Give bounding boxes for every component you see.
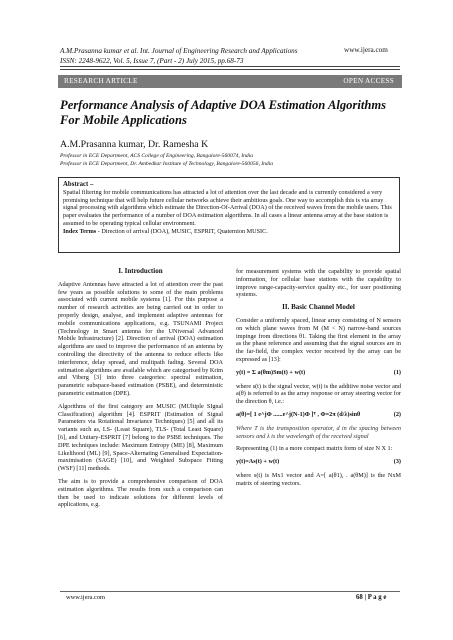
index-terms-label: Index Terms <box>63 227 97 235</box>
channel-paragraph-5: where s(t) is Mx1 vector and A=[ a(θ1), . a(θM)] is the NxM matrix of steering vectors. <box>236 471 401 487</box>
paper-title: Performance Analysis of Adaptive DOA Estimation Algorithms For Mobile Applications <box>60 98 387 127</box>
equation-3-body: y(t)=As(t) + w(t) <box>236 458 280 466</box>
equation-3 <box>236 458 401 466</box>
affiliation-1: Professor in ECE Department, ACS College of Engineering, Bangalore-560074, India <box>60 153 254 159</box>
equation-3-number: (3) <box>393 458 401 466</box>
journal-url[interactable]: www.ijera.com <box>344 46 388 54</box>
paper-authors: A.M.Prasanna kumar, Dr. Ramesha K <box>60 139 209 150</box>
index-terms-text: - Direction of arrival (DOA), MUSIC, ESPRIT, Quaternion MUSIC. <box>96 227 268 235</box>
equation-1-number: (1) <box>393 368 401 376</box>
affiliations <box>60 153 273 168</box>
equation-1 <box>236 369 401 377</box>
intro-paragraph-1: Adaptive Antennas have attracted a lot of attention over the past few years as possible solutions to some of the main problems associated with current mobile systems [1]. For this purpose a number of research activities are being carried out in order to properly design, analyse, and implement adaptive antennas for mobile communications applications, e.g. TSUNAMI Project (Technology in Smart antenna for the UNiversal Advanced Mobile Infrastructure) [2]. Direction of arrival (DOA) estimation algorithms are used to improve the performance of an antenna by controlling the directivity of the antenna to reduce effects like interference, delay spread, and multipath fading. Several DOA estimation algorithms are available which are categorised by Krim and Viberg [3] into three categories: spectral estimation, parametric subspace-based estimation (PSBE), and deterministic parametric estimation (DPE). <box>58 280 223 397</box>
intro-paragraph-2: Algorithms of the first category are MUSIC (MUltiple SIgnal Classification) algorithm [4]. ESPRIT (Estimation of Signal Parameters via Rotational Invariance Techniques) [5] and all its variants such as, LS- (Least Square), TLS- (Total Least Square) [6], and Unitary-ESPRIT [7] belong to the PSBE techniques. The DPE techniques include: Maximum Entropy (ME) [8], Maximum Likelihood (ML) [9], Space-Alternating Generalised Expectation-maximisation (SAGE) [10], and Weighted Subspace Fitting (WSF) [11] methods. <box>58 402 223 473</box>
section-heading-introduction: I. Introduction <box>118 267 163 275</box>
channel-paragraph-1: Consider a uniformly spaced, linear array consisting of N sensors on which plane waves from M (M < N) narrow-band sources impinge from directions θ1. Taking the first element in the array as the phase reference and assuming that the signal sources are in the far-field, the complex vector received by the array can be expressed as [13]: <box>236 316 401 363</box>
intro-paragraph-3: The aim is to provide a comprehensive comparison of DOA estimation algorithms. The results from such a comparison can then be used to indicate solutions for different levels of applications, e.g. <box>58 477 223 509</box>
abstract-heading: Abstract – <box>63 181 94 188</box>
header-divider-top <box>60 66 400 67</box>
section-heading-channel-model: II. Basic Channel Model <box>282 303 355 312</box>
journal-issn: ISSN: 2248-9622, Vol. 5, Issue 7, (Part - 2) July 2015, pp.68-73 <box>60 57 244 65</box>
equation-2 <box>236 411 401 419</box>
index-terms <box>63 228 395 236</box>
abstract-box <box>58 177 400 253</box>
footer-divider <box>60 591 400 592</box>
journal-header <box>60 46 298 66</box>
open-access-label: OPEN ACCESS <box>343 77 394 85</box>
intro-paragraph-continued: for measurement systems with the capability to provide spatial information, for cellular base stations with the capability to improve range-capacity-service quality etc., for user positioning systems. <box>236 268 401 299</box>
research-article-label: RESEARCH ARTICLE <box>64 77 138 85</box>
equation-1-body: y(t) = Σ a(θm)Sm(t) + w(t) <box>236 368 306 376</box>
channel-paragraph-2: where s(t) is the signal vector, w(t) is the additive noise vector and a(θ) is referred to as the array response or array steering vector for the direction θ, i.e.: <box>236 382 401 406</box>
page-number: 68 | P a g e <box>356 594 387 601</box>
abstract-text: Spatial filtering for mobile communications has attracted a lot of attention over the last decade and is currently considered a very promising technique that will help future cellular networks achieve their ambitious goals. One way to accomplish this is via array signal processing with algorithms which estimate the Direction-Of-Arrival (DOA) of the received waves from the mobile users. This paper evaluates the performance of a number of DOA estimation algorithms. In all cases a linear antenna array at the base station is assumed to be operating typical cellular environment. <box>63 188 392 227</box>
channel-paragraph-3: Where T is the transposition operator, d in the spacing between sensors and λ is the wavelength of the received signal <box>236 424 401 440</box>
left-column <box>58 268 223 514</box>
article-type-bar <box>58 75 402 88</box>
channel-paragraph-4: Representing (1) in a more compact matrix form of size N X 1: <box>236 445 393 453</box>
footer-url[interactable]: www.ijera.com <box>66 594 105 601</box>
equation-2-number: (2) <box>393 410 401 418</box>
affiliation-2: Professor in ECE Department, Dr. Ambedkar Institute of Technology, Bangalore-560056, India <box>60 160 274 167</box>
right-column <box>236 268 401 493</box>
equation-2-body: a(θ)=[ 1 e^jΦ ......e^j(N-1)Φ ]ᵀ , Φ=2π (d/λ)sinθ <box>236 410 361 418</box>
journal-citation: A.M.Prasanna kumar et al. Int. Journal of Engineering Research and Applications <box>60 47 298 55</box>
header-divider-bottom <box>60 69 400 70</box>
